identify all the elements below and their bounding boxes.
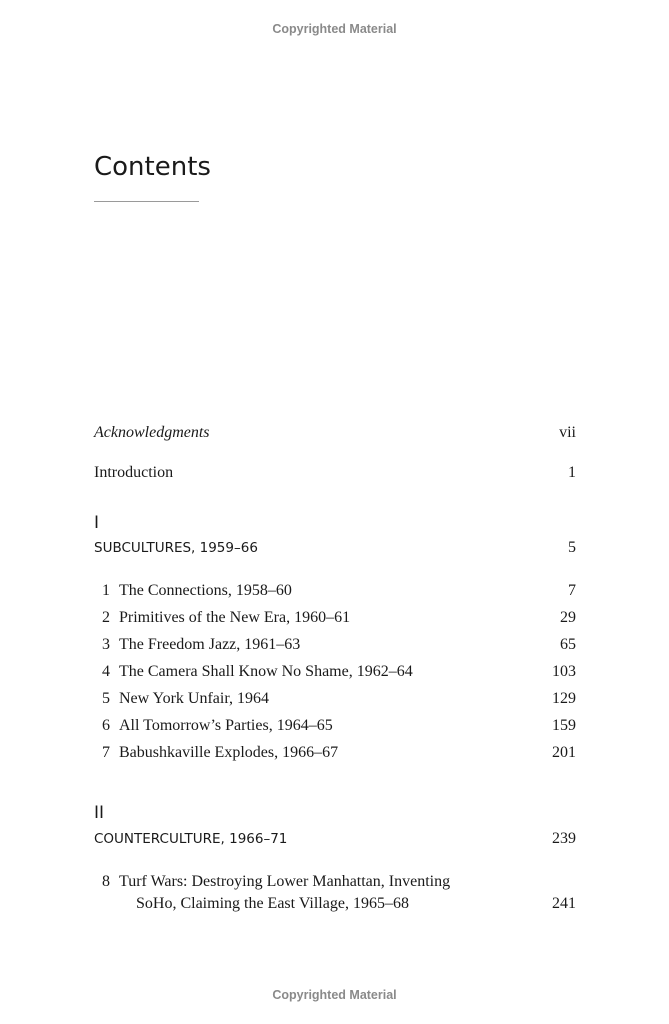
part-numeral: I bbox=[94, 513, 100, 533]
page-title: Contents bbox=[94, 152, 211, 182]
toc-page-number: 129 bbox=[552, 690, 576, 707]
chapter-title: Primitives of the New Era, 1960–61 bbox=[119, 609, 351, 626]
part-heading-subcultures[interactable] bbox=[94, 538, 576, 558]
toc-page-number: 201 bbox=[552, 744, 576, 761]
chapter-title: New York Unfair, 1964 bbox=[119, 690, 270, 707]
chapter-title: Babushkaville Explodes, 1966–67 bbox=[119, 744, 339, 761]
chapter-title: The Freedom Jazz, 1961–63 bbox=[119, 636, 301, 653]
toc-page-number: 29 bbox=[560, 609, 576, 626]
toc-chapter-3[interactable] bbox=[94, 634, 576, 656]
toc-chapter-1[interactable] bbox=[94, 580, 576, 602]
copyright-watermark-top: Copyrighted Material bbox=[272, 22, 397, 36]
toc-entry-label: Acknowledgments bbox=[94, 424, 210, 441]
part-heading-counterculture[interactable] bbox=[94, 829, 576, 849]
toc-page-number: 65 bbox=[560, 636, 576, 653]
chapter-number: 3 bbox=[102, 636, 110, 653]
chapter-number: 5 bbox=[102, 690, 110, 707]
toc-page-number: 159 bbox=[552, 717, 576, 734]
chapter-number: 2 bbox=[102, 609, 110, 626]
toc-chapter-7[interactable] bbox=[94, 742, 576, 764]
chapter-number: 4 bbox=[102, 663, 110, 680]
toc-chapter-6[interactable] bbox=[94, 715, 576, 737]
chapter-title: The Connections, 1958–60 bbox=[119, 582, 292, 599]
copyright-watermark-bottom: Copyrighted Material bbox=[272, 988, 397, 1002]
chapter-number: 1 bbox=[102, 582, 110, 599]
part-numeral: II bbox=[94, 803, 105, 823]
toc-page-number: 241 bbox=[552, 895, 576, 912]
chapter-number: 7 bbox=[102, 744, 110, 761]
toc-page-number: 5 bbox=[568, 539, 576, 556]
toc-chapter-8[interactable] bbox=[94, 871, 576, 915]
toc-chapter-5[interactable] bbox=[94, 688, 576, 710]
chapter-title: All Tomorrow’s Parties, 1964–65 bbox=[119, 717, 333, 734]
chapter-title: Turf Wars: Destroying Lower Manhattan, Inventing bbox=[119, 873, 451, 890]
part-title: COUNTERCULTURE, 1966–71 bbox=[94, 831, 288, 847]
chapter-title: The Camera Shall Know No Shame, 1962–64 bbox=[119, 663, 413, 680]
toc-page-number: 7 bbox=[568, 582, 576, 599]
title-underline bbox=[94, 201, 199, 202]
toc-chapter-2[interactable] bbox=[94, 607, 576, 629]
toc-page-number: 239 bbox=[552, 830, 576, 847]
toc-entry-label: Introduction bbox=[94, 464, 174, 481]
chapter-title-continued: SoHo, Claiming the East Village, 1965–68 bbox=[136, 895, 409, 912]
toc-page-number: vii bbox=[559, 424, 576, 441]
toc-chapter-4[interactable] bbox=[94, 661, 576, 683]
part-title: SUBCULTURES, 1959–66 bbox=[94, 540, 258, 556]
toc-page-number: 1 bbox=[568, 464, 576, 481]
toc-entry-acknowledgments[interactable] bbox=[94, 422, 576, 444]
toc-page-number: 103 bbox=[552, 663, 576, 680]
toc-entry-introduction[interactable] bbox=[94, 462, 576, 484]
chapter-number: 8 bbox=[102, 873, 110, 890]
chapter-number: 6 bbox=[102, 717, 110, 734]
